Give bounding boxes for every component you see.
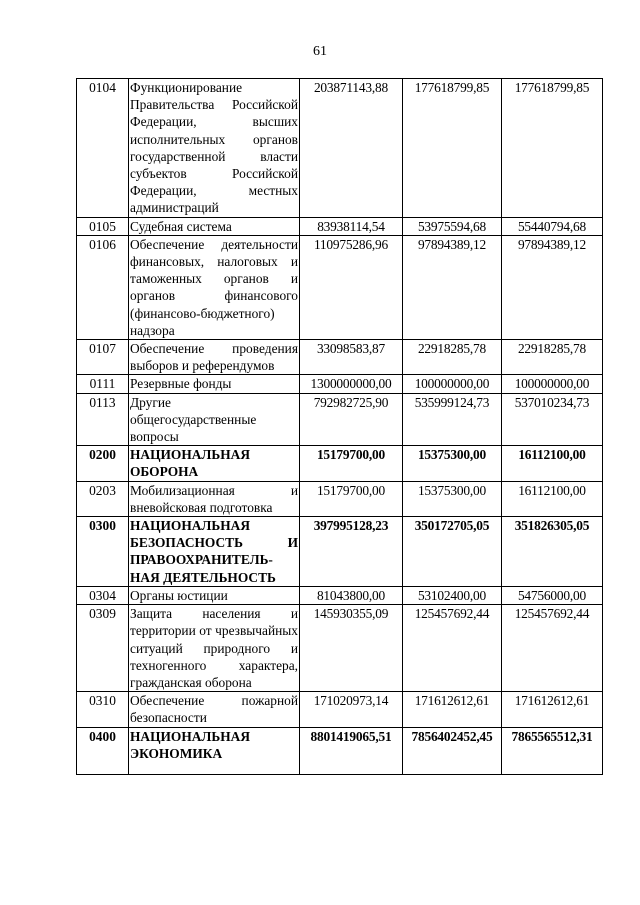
- amount-year-1-cell: 1300000000,00: [300, 375, 403, 393]
- section-code-cell: 0113: [77, 393, 129, 446]
- section-name-cell: Обеспечение пожарной безопасности: [130, 693, 298, 726]
- section-code-cell: 0200: [77, 446, 129, 481]
- amount-year-2-cell: 15375300,00: [403, 446, 502, 481]
- amount-year-3-cell: 55440794,68: [502, 217, 603, 235]
- amount-year-2-cell: 53975594,68: [403, 217, 502, 235]
- amount-year-3-cell: 7865565512,31: [502, 727, 603, 774]
- section-name-cell: Резервные фонды: [129, 375, 300, 393]
- amount-year-2-cell: 7856402452,45: [403, 727, 502, 774]
- amount-year-2-cell: 53102400,00: [403, 586, 502, 604]
- amount-year-1-cell: 145930355,09: [300, 605, 403, 692]
- section-name-cell: НАЦИОНАЛЬНАЯ БЕЗОПАСНОСТЬ И ПРАВООХРАНИТЕЛЬ-НАЯ ДЕЯТЕЛЬНОСТЬ: [130, 518, 298, 585]
- amount-year-1-cell: 81043800,00: [300, 586, 403, 604]
- section-code-cell: 0300: [77, 517, 129, 587]
- amount-year-1-cell: 8801419065,51: [300, 727, 403, 774]
- amount-year-3-cell: 100000000,00: [502, 375, 603, 393]
- amount-year-2-cell: 100000000,00: [403, 375, 502, 393]
- table-row: [77, 605, 603, 692]
- section-code-cell: 0104: [77, 79, 129, 218]
- amount-year-3-cell: 171612612,61: [502, 692, 603, 727]
- table-row: [77, 393, 603, 446]
- table-row: [77, 481, 603, 516]
- amount-year-2-cell: 22918285,78: [403, 340, 502, 375]
- section-code-cell: 0309: [77, 605, 129, 692]
- section-name-cell: Органы юстиции: [129, 586, 300, 604]
- amount-year-1-cell: 33098583,87: [300, 340, 403, 375]
- table-row: [77, 217, 603, 235]
- section-name-cell: Другие общегосударственные вопросы: [129, 393, 300, 446]
- amount-year-1-cell: 792982725,90: [300, 393, 403, 446]
- table-row: [77, 235, 603, 339]
- table-row: [77, 517, 603, 587]
- amount-year-1-cell: 203871143,88: [300, 79, 403, 218]
- amount-year-1-cell: 397995128,23: [300, 517, 403, 587]
- table-row: [77, 586, 603, 604]
- section-name-cell: Обеспечение проведения выборов и референдумов: [130, 341, 298, 374]
- amount-year-2-cell: 535999124,73: [403, 393, 502, 446]
- page-number: 61: [313, 44, 327, 59]
- table-row: [77, 79, 603, 218]
- section-name-cell: Мобилизационная и вневойсковая подготовка: [130, 482, 298, 515]
- amount-year-1-cell: 15179700,00: [300, 446, 403, 481]
- amount-year-1-cell: 83938114,54: [300, 217, 403, 235]
- section-name-cell: Обеспечение деятельности финансовых, налоговых и таможенных органов и органов финансового (финансово-бюджетного) надзора: [130, 236, 298, 338]
- amount-year-2-cell: 350172705,05: [403, 517, 502, 587]
- section-code-cell: 0105: [77, 217, 129, 235]
- amount-year-3-cell: 177618799,85: [502, 79, 603, 218]
- section-name-cell: Функционирование Правительства Российской Федерации, высших исполнительных органов государственной власти субъектов Российской Федерации, местных администраций: [130, 80, 298, 216]
- amount-year-1-cell: 110975286,96: [300, 235, 403, 339]
- section-code-cell: 0400: [77, 727, 129, 774]
- table-row: [77, 340, 603, 375]
- amount-year-2-cell: 97894389,12: [403, 235, 502, 339]
- amount-year-2-cell: 125457692,44: [403, 605, 502, 692]
- section-code-cell: 0203: [77, 481, 129, 516]
- section-name-cell: Судебная система: [129, 217, 300, 235]
- amount-year-2-cell: 171612612,61: [403, 692, 502, 727]
- table-row: [77, 446, 603, 481]
- amount-year-3-cell: 22918285,78: [502, 340, 603, 375]
- amount-year-3-cell: 537010234,73: [502, 393, 603, 446]
- amount-year-3-cell: 54756000,00: [502, 586, 603, 604]
- section-name-cell: НАЦИОНАЛЬНАЯ ЭКОНОМИКА: [129, 727, 300, 774]
- section-code-cell: 0107: [77, 340, 129, 375]
- amount-year-3-cell: 125457692,44: [502, 605, 603, 692]
- section-code-cell: 0111: [77, 375, 129, 393]
- amount-year-2-cell: 177618799,85: [403, 79, 502, 218]
- amount-year-2-cell: 15375300,00: [403, 481, 502, 516]
- amount-year-3-cell: 16112100,00: [502, 481, 603, 516]
- table-row: [77, 375, 603, 393]
- amount-year-3-cell: 97894389,12: [502, 235, 603, 339]
- section-code-cell: 0106: [77, 235, 129, 339]
- amount-year-1-cell: 171020973,14: [300, 692, 403, 727]
- table-row: [77, 692, 603, 727]
- budget-table: [76, 78, 603, 775]
- amount-year-3-cell: 351826305,05: [502, 517, 603, 587]
- section-code-cell: 0310: [77, 692, 129, 727]
- section-name-cell: Защита населения и территории от чрезвычайных ситуаций природного и техногенного характера, гражданская оборона: [130, 606, 298, 690]
- section-name-cell: НАЦИОНАЛЬНАЯ ОБОРОНА: [129, 446, 300, 481]
- amount-year-3-cell: 16112100,00: [502, 446, 603, 481]
- budget-table-body: [77, 79, 603, 775]
- amount-year-1-cell: 15179700,00: [300, 481, 403, 516]
- section-code-cell: 0304: [77, 586, 129, 604]
- table-row: [77, 727, 603, 774]
